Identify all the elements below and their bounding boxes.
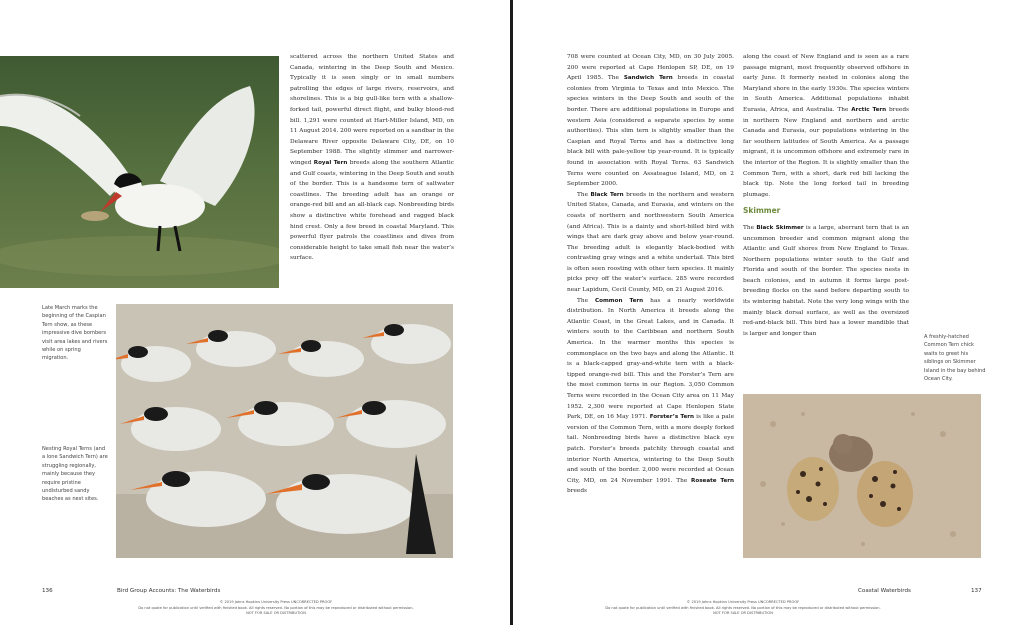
proof-line-3: NOT FOR SALE OR DISTRIBUTION <box>713 611 773 616</box>
proof-line-2: Do not quote for publication until verified with finished book. All rights reserved. No portion of this may be reproduced or distributed without permission. <box>605 605 881 610</box>
proof-line-2: Do not quote for publication until verified with finished book. All rights reserved. No portion of this may be reproduced or distributed without permission. <box>138 605 414 610</box>
proof-line-1: © 2019 Johns Hopkins University Press UNCORRECTED PROOF <box>219 600 333 604</box>
proof-line-3: NOT FOR SALE OR DISTRIBUTION <box>246 611 306 616</box>
left-proof-notice <box>116 600 436 617</box>
left-running-head: Bird Group Accounts: The Waterbirds <box>117 588 221 594</box>
right-page-number: 137 <box>971 588 982 594</box>
royal-tern-colony-photo <box>116 304 453 558</box>
species-name: Arctic Tern <box>851 106 887 113</box>
sandwich-tern-paragraph: 708 were counted at Ocean City, MD, on 30 July 2005. 200 were reported at Cape Henlopen SP, DE, on 19 April 1985. The Sandwich Tern breeds in coastal colonies from Virginia to Texas and into Mexico. The species winters in the Deep South and south of the border. There are additional populations in Europe and western Asia (considered a separate species by some authorities). This slim tern is slightly smaller than the Caspian and Royal Terns and has a distinctive long black bill with pale-yellow tip year-round. It is typically found in association with Royal Terns. 63 Sandwich Terns were counted on Assateague Island, MD, on 2 September 2000. <box>567 54 735 188</box>
common-tern-paragraph: The Common Tern has a nearly worldwide distribution. In North America it breeds along the Atlantic Coast, in the Great Lakes, and in Canada. It winters south to the Caribbean and northern South America. In the warmer months this species is commonplace on the two bays and along the Atlantic. It is a black-capped gray-and-white tern with a black-tipped orange-red bill. This and the Forster’s Tern are the most common terns in our Region. 3,050 Common Terns were recorded in the Ocean City area on 11 May 1952. 2,300 were reported at Cape Henlopen State Park, DE, on 16 May 1971. Forster’s Tern is like a pale version of the Common Tern, with a more deeply forked tail. Nonbreeding birds have a distinctive black eye patch. Forster’s breeds patchily through coastal and interior North America, wintering to the Deep South and south of the border. 2,000 were recorded at Ocean City, MD, on 24 November 1991. The Roseate Tern breeds <box>567 297 735 495</box>
black-skimmer-paragraph: The Black Skimmer is a large, aberrant tern that is an uncommon breeder and common migrant along the Atlantic and Gulf shores from New England to Texas. Northern populations winter south to the Gulf and Florida and south of the border. The species nests in beach colonies, and in autumn it forms large post-breeding flocks on the sand before departing south to its wintering habitat. Note the very long wings with the mainly black dorsal surface, as well as the oversized red-and-black bill. This bird has a lower mandible that is larger and longer than <box>743 224 910 337</box>
right-column-1-text <box>567 52 734 497</box>
species-name: Black Skimmer <box>756 224 804 231</box>
right-column-2-text <box>743 52 909 339</box>
caption-caspian-tern: Late March marks the beginning of the Caspian Tern show, as these impressive dive bombers visit area lakes and rivers while on spring migration. <box>42 305 108 362</box>
species-name: Common Tern <box>595 297 644 304</box>
common-tern-chick-photo <box>743 394 981 558</box>
species-name: Royal Tern <box>313 159 348 166</box>
species-name: Forster’s Tern <box>649 414 695 421</box>
caspian-tern-photo <box>0 56 279 288</box>
black-tern-paragraph: The Black Tern breeds in the northern and western United States, Canada, and Eurasia, and winters on the coasts of northern and northwestern South America (and Africa). This is a dainty and short-billed bird with wings that are dark gray above and below year-round. The breeding adult is elegantly black-bodied with contrasting gray wings and a white undertail. This bird is often seen roosting with other tern species. It mainly picks prey off the water’s surface. 285 were recorded near Lapidum, Cecil County, MD, on 21 August 2016. <box>567 191 734 294</box>
roseate-arctic-paragraph: along the coast of New England and is seen as a rare passage migrant, most frequently observed offshore in early June. It formerly nested in colonies along the Maryland shore in the early 1930s. The species winters in South America. Additional populations inhabit Eurasia, Africa, and Australia. The Arctic Tern breeds in northern New England and northern and arctic Canada and Eurasia, our populations wintering in the far southern latitudes of South America. As a passage migrant, it is uncommon offshore and extremely rare in the interior of the Region. It is slightly smaller than the Common Tern, with a short, dark red bill lacking the black tip. Note the long forked tail in breeding plumage. <box>743 54 910 198</box>
right-page <box>513 0 1024 625</box>
right-proof-notice <box>583 600 903 617</box>
proof-line-1: © 2019 Johns Hopkins University Press UNCORRECTED PROOF <box>686 600 800 604</box>
section-heading-skimmer: Skimmer <box>743 206 781 216</box>
left-page-number: 136 <box>42 588 53 594</box>
species-name: Sandwich Tern <box>623 75 673 82</box>
species-name: Roseate Tern <box>691 477 734 484</box>
left-paragraph: scattered across the northern United States and Canada, wintering in the Deep South and Mexico. Typically it is seen singly or in small numbers patrolling the edges of large rivers, reservoirs, and shorelines. This is a big gull-like tern with a shallow-forked tail, powerful direct flight, and bulky blood-red bill. 1,291 were counted at Hart-Miller Island, MD, on 11 August 2014. 200 were reported on a sandbar in the Delaware River opposite Delaware City, DE, on 10 September 1988. The slightly slimmer and narrower-winged Royal Tern breeds along the southern Atlantic and Gulf coasts, wintering in the Deep South and south of the border. This is a handsome tern of saltwater coastlines. The breeding adult has an orange or orange-red bill and an all-black cap. Nonbreeding birds show a distinctive white forehead and ragged black hind crest. Only a few breed in coastal Maryland. This powerful flyer patrols the coastlines and dives from considerable height to take small fish near the water’s surface. <box>290 54 454 262</box>
left-page <box>0 0 511 625</box>
species-name: Black Tern <box>590 191 624 198</box>
caption-common-tern-chick: A freshly-hatched Common Tern chick waits to greet his siblings on Skimmer Island in the bay behind Ocean City. <box>924 334 986 383</box>
left-column-text <box>290 52 454 264</box>
right-running-head: Coastal Waterbirds <box>858 588 911 594</box>
caption-royal-terns: Nesting Royal Terns (and a lone Sandwich Tern) are struggling regionally, mainly because they require pristine undisturbed sandy beaches as nest sites. <box>42 446 108 503</box>
